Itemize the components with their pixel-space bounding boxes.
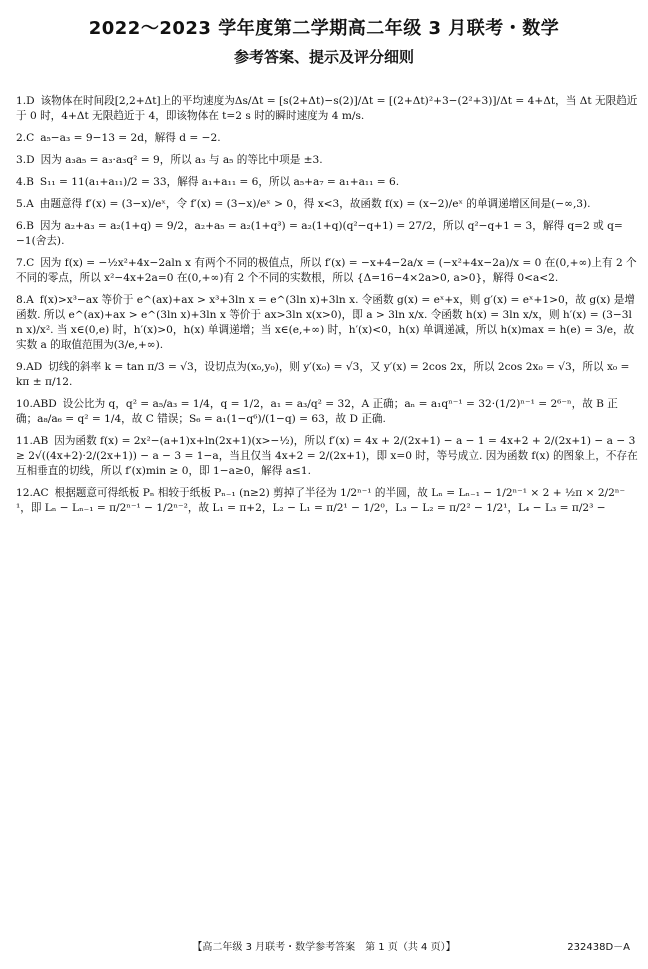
item-answer: B — [26, 176, 34, 188]
item-number: 7. — [16, 257, 27, 269]
item-number: 2. — [16, 132, 27, 144]
item-number: 3. — [16, 154, 27, 166]
answer-item-11 — [16, 434, 638, 479]
answer-list — [16, 94, 638, 523]
item-explanation: 设公比为 q，q² = a₅/a₃ = 1/4，q = 1/2，a₁ = a₃/q² = 32，A 正确；aₙ = a₁qⁿ⁻¹ = 32·(1/2)ⁿ⁻¹ = 2⁶⁻ⁿ，故 B 正确；a₈/a₆ = q² = 1/4，故 C 错误；S₆ = a₁(1−q⁶)/(1−q) = 63，故 D 正确. — [16, 398, 618, 425]
item-number: 4. — [16, 176, 27, 188]
item-explanation: a₅−a₃ = 9−13 = 2d，解得 d = −2. — [40, 132, 221, 144]
item-number: 9. — [16, 361, 27, 373]
item-answer: AB — [32, 435, 49, 447]
item-explanation: 切线的斜率 k = tan π/3 = √3，设切点为(x₀,y₀)，则 y′(x₀) = √3，又 y′(x) = 2cos 2x，所以 2cos 2x₀ = √3，所以 x₀ = kπ ± π/12. — [16, 361, 630, 388]
item-answer: C — [26, 132, 35, 144]
item-number: 6. — [16, 220, 27, 232]
item-explanation: S₁₁ = 11(a₁+a₁₁)/2 = 33，解得 a₁+a₁₁ = 6，所以 a₅+a₇ = a₁+a₁₁ = 6. — [39, 176, 400, 188]
answer-item-8 — [16, 293, 638, 353]
footer-page-info: 【高二年级 3 月联考・数学参考答案 第 1 页（共 4 页）】 — [192, 942, 456, 953]
answer-item-5 — [16, 197, 638, 212]
item-explanation: 因为 a₂+a₃ = a₂(1+q) = 9/2，a₂+a₅ = a₂(1+q³) = a₂(1+q)(q²−q+1) = 27/2，所以 q²−q+1 = 3，解得 q=2 或 q=−1(舍去). — [16, 220, 623, 247]
item-explanation: 因为 f(x) = −½x²+4x−2aln x 有两个不同的极值点，所以 f′(x) = −x+4−2a/x = (−x²+4x−2a)/x = 0 在(0,+∞)上有 2 个不同的零点，所以 x²−4x+2a=0 在(0,+∞)有 2 个不同的实数根，所以 {Δ=16−4×2a>0, a>0}，解得 0<a<2. — [16, 257, 637, 284]
item-explanation: 因为 a₃a₅ = a₃·a₃q² = 9，所以 a₃ 与 a₅ 的等比中项是 ±3. — [40, 154, 323, 166]
item-answer: AC — [32, 487, 49, 499]
item-explanation: 由题意得 f′(x) = (3−x)/eˣ，令 f′(x) = (3−x)/eˣ > 0，得 x<3，故函数 f(x) = (x−2)/eˣ 的单调递增区间是(−∞,3). — [39, 198, 591, 210]
item-explanation: f(x)>x³−ax 等价于 e^(ax)+ax > x³+3ln x = e^(3ln x)+3ln x. 令函数 g(x) = eˣ+x，则 g′(x) = eˣ+1>0，故 g(x) 是增函数. 所以 e^(ax)+ax > e^(3ln x)+3ln x 等价于 ax>3ln x(x>0)，即 a > 3ln x/x. 令函数 h(x) = 3ln x/x，则 h′(x) = (3−3ln x)/x². 当 x∈(0,e) 时，h′(x)>0，h(x) 单调递增；当 x∈(e,+∞) 时，h′(x)<0，h(x) 单调递减，所以 h(x)max = h(e) = 3/e，故实数 a 的取值范围为(3/e,+∞). — [16, 294, 635, 351]
item-number: 8. — [16, 294, 27, 306]
answer-item-9 — [16, 360, 638, 390]
item-answer: C — [26, 257, 35, 269]
item-answer: AD — [26, 361, 43, 373]
item-explanation: 根据题意可得纸板 Pₙ 相较于纸板 Pₙ₋₁ (n≥2) 剪掉了半径为 1/2ⁿ⁻¹ 的半圆，故 Lₙ = Lₙ₋₁ − 1/2ⁿ⁻¹ × 2 + ½π × 2/2ⁿ⁻¹，即 Lₙ − Lₙ₋₁ = π/2ⁿ⁻¹ − 1/2ⁿ⁻²，故 L₁ = π+2，L₂ − L₁ = π/2¹ − 1/2⁰，L₃ − L₂ = π/2² − 1/2¹，L₄ − L₃ = π/2³ − — [16, 487, 626, 514]
answer-item-3 — [16, 153, 638, 168]
answer-item-12 — [16, 486, 638, 516]
item-explanation: 该物体在时间段[2,2+Δt]上的平均速度为Δs/Δt = [s(2+Δt)−s(2)]/Δt = [(2+Δt)²+3−(2²+3)]/Δt = 4+Δt，当 Δt 无限趋近于 0 时，4+Δt 无限趋近于 4，即该物体在 t=2 s 时的瞬时速度为 4 m/s. — [16, 95, 638, 122]
item-number: 5. — [16, 198, 27, 210]
item-number: 1. — [16, 95, 27, 107]
item-answer: A — [26, 294, 34, 306]
item-number: 10. — [16, 398, 33, 410]
item-answer: B — [26, 220, 34, 232]
item-explanation: 因为函数 f(x) = 2x²−(a+1)x+ln(2x+1)(x>−½)，所以 f′(x) = 4x + 2/(2x+1) − a − 1 = 4x+2 + 2/(2x+1) − a − 3 ≥ 2√((4x+2)·2/(2x+1)) − a − 3 = 1−a，当且仅当 4x+2 = 2/(2x+1)，即 x=0 时，等号成立. 因为函数 f(x) 的图象上，不存在互相垂直的切线，所以 f′(x)min ≥ 0，即 1−a≥0，解得 a≤1. — [16, 435, 638, 477]
page-subtitle: 参考答案、提示及评分细则 — [233, 48, 414, 66]
item-number: 11. — [16, 435, 33, 447]
item-answer: D — [26, 95, 35, 107]
answer-item-6 — [16, 219, 638, 249]
footer-code: 232438D－A — [567, 942, 630, 953]
answer-item-10 — [16, 397, 638, 427]
item-answer: ABD — [32, 398, 57, 410]
answer-item-4 — [16, 175, 638, 190]
answer-item-2 — [16, 131, 638, 146]
item-answer: A — [26, 198, 34, 210]
item-answer: D — [26, 154, 35, 166]
item-number: 12. — [16, 487, 33, 499]
page-title: 2022～2023 学年度第二学期高二年级 3 月联考・数学 — [88, 18, 560, 39]
answer-item-1 — [16, 94, 638, 124]
page-footer — [0, 938, 648, 954]
answer-item-7 — [16, 256, 638, 286]
